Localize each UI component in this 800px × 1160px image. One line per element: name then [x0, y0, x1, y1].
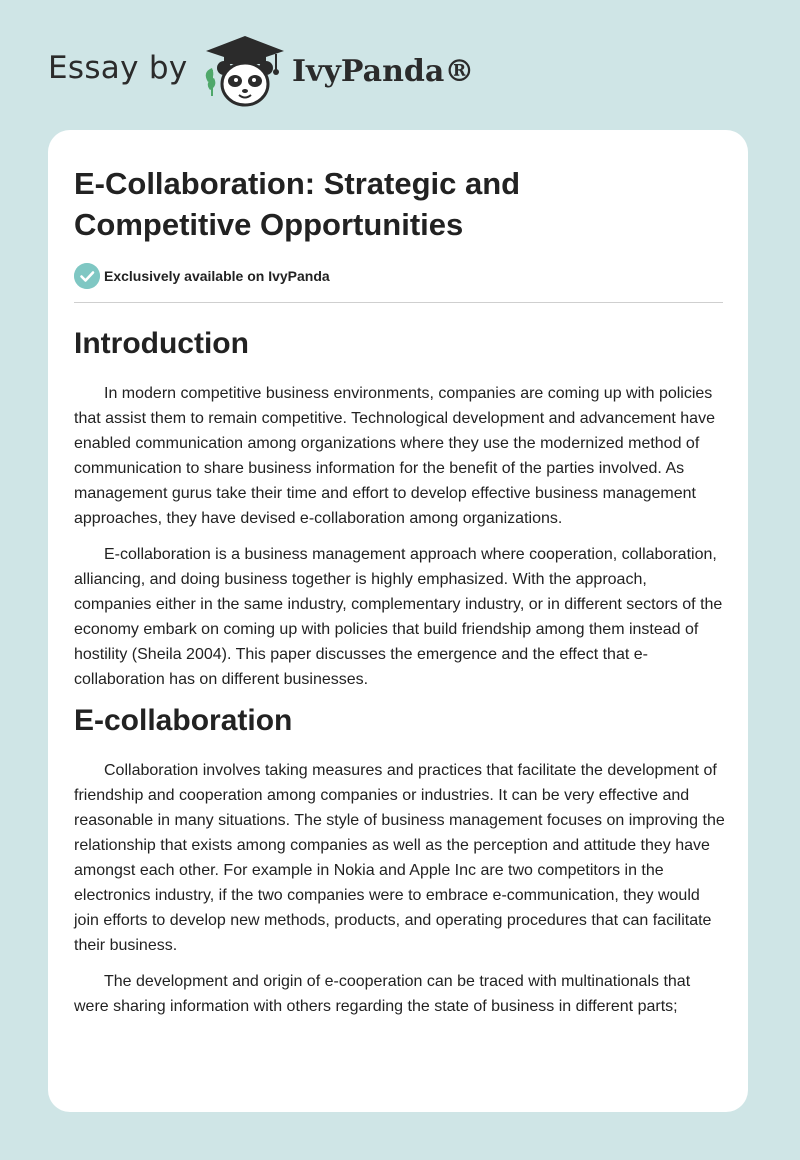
essay-title: E-Collaboration: Strategic and Competitive Opportunities [74, 166, 521, 242]
section-heading-e-collaboration: E-collaboration [74, 704, 293, 737]
title-divider [74, 302, 723, 303]
section-heading-introduction: Introduction [74, 327, 249, 360]
brand-prefix: Essay by [48, 50, 188, 86]
exclusive-badge-text: Exclusively available on IvyPanda [104, 268, 330, 284]
paragraph: The development and origin of e-cooperation can be traced with multinationals that were sharing information with others regarding the state of business in different parts; [74, 973, 691, 1015]
paragraph: In modern competitive business environments, companies are coming up with policies that assist them to remain competitive. Technological development and advancement have enabled communication among organizations where they use the modernized method of communication to share business information for the benefit of the parties involved. As management gurus take their time and effort to develop effective business management approaches, they have devised e-collaboration among organizations. [74, 385, 715, 527]
essay-body [74, 326, 726, 1019]
paragraph: E-collaboration is a business management approach where cooperation, collaboration, alliancing, and doing business together is highly emphasized. With the approach, companies either in the same industry, complementary industry, or in different sectors of the economy embark on coming up with policies that build friendship among them instead of hostility (Sheila 2004). This paper discusses the emergence and the effect that e-collaboration has on different businesses. [74, 546, 723, 688]
panda-mascot-icon [202, 34, 288, 110]
brand-logo[interactable] [48, 34, 475, 110]
brand-name: IvyPanda® [292, 54, 475, 89]
paragraph: Collaboration involves taking measures and practices that facilitate the development of friendship and cooperation among companies or industries. It can be very effective and reasonable in many situations. The style of business management focuses on improving the relationship that exists among companies as well as the perception and attitude they have amongst each other. For example in Nokia and Apple Inc are two competitors in the electronics industry, if the two companies were to embrace e-communication, they would join efforts to develop new methods, products, and operating procedures that can facilitate their business. [74, 762, 725, 954]
exclusive-badge [74, 263, 474, 289]
checkmark-icon [74, 263, 100, 289]
essay-card [48, 130, 748, 1112]
